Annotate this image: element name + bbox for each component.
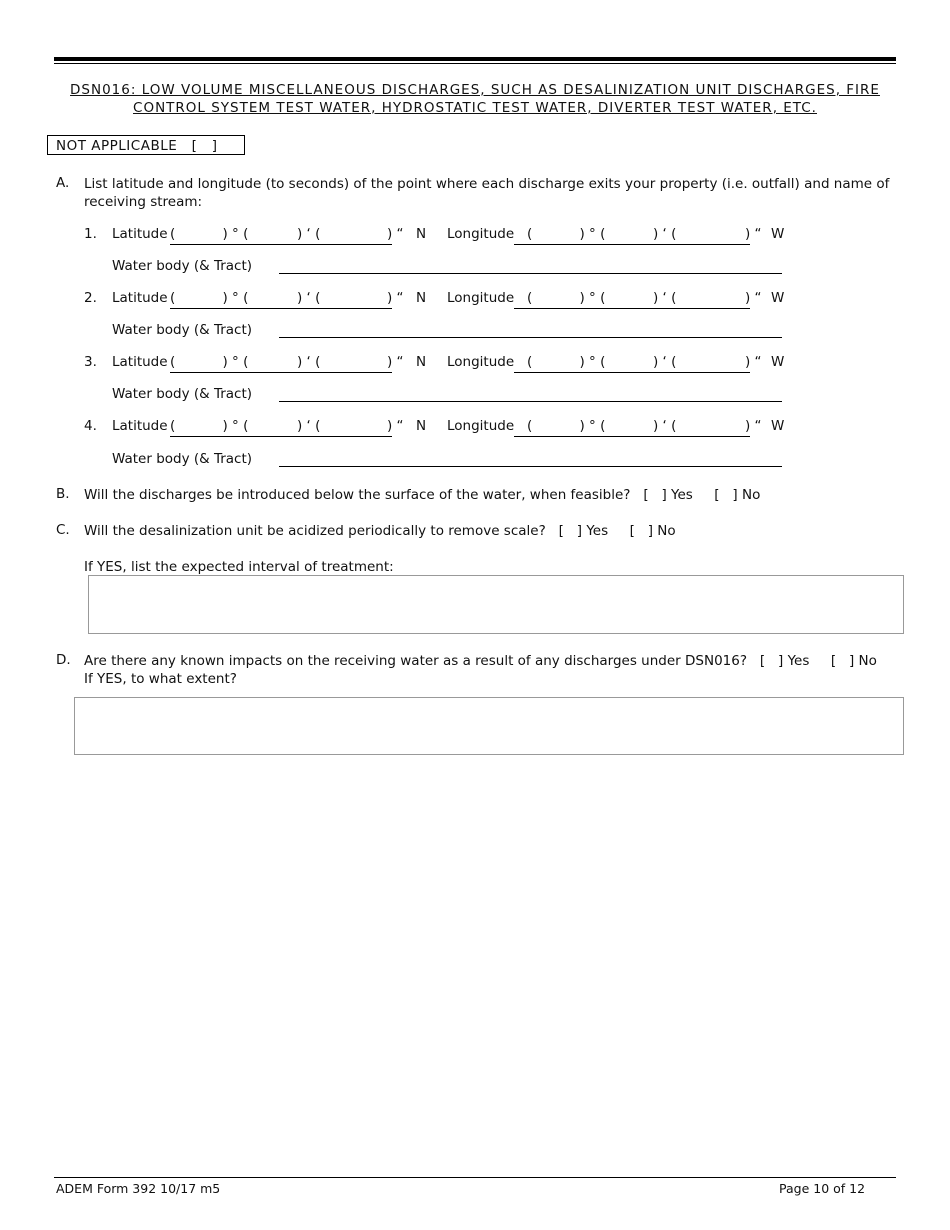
longitude-label: Longitude xyxy=(447,226,515,242)
not-applicable-label: NOT APPLICABLE [ ] xyxy=(56,138,218,154)
longitude-minutes-field[interactable]: ) ‘ ( xyxy=(653,354,677,370)
latitude-minutes-field[interactable]: ) ‘ ( xyxy=(297,290,321,306)
water-body-label: Water body (& Tract) xyxy=(112,386,253,402)
question-c-letter: C. xyxy=(56,522,70,538)
question-c-followup: If YES, list the expected interval of treatment: xyxy=(84,559,394,575)
header-rule-thin xyxy=(54,63,896,64)
question-a-text xyxy=(84,175,889,211)
latitude-minutes-field[interactable]: ) ‘ ( xyxy=(297,418,321,434)
entry-number: 2. xyxy=(84,290,97,306)
longitude-degrees-field[interactable]: ( ) ° ( xyxy=(527,290,606,306)
longitude-degrees-field[interactable]: ( ) ° ( xyxy=(527,226,606,242)
question-d-text-line2: If YES, to what extent? xyxy=(84,671,237,687)
west-label: W xyxy=(771,354,785,370)
latitude-underline xyxy=(170,308,392,309)
latitude-seconds-field[interactable]: ) “ xyxy=(387,418,404,434)
entry-number: 4. xyxy=(84,418,97,434)
longitude-underline xyxy=(514,308,750,309)
latitude-label: Latitude xyxy=(112,418,168,434)
longitude-underline xyxy=(514,372,750,373)
north-label: N xyxy=(416,354,427,370)
longitude-minutes-field[interactable]: ) ‘ ( xyxy=(653,226,677,242)
water-body-label: Water body (& Tract) xyxy=(112,258,253,274)
treatment-interval-textbox[interactable] xyxy=(88,575,904,634)
longitude-minutes-field[interactable]: ) ‘ ( xyxy=(653,418,677,434)
latitude-minutes-field[interactable]: ) ‘ ( xyxy=(297,354,321,370)
question-d-text-line1: Are there any known impacts on the receiving water as a result of any discharges under DSN016? [ ] Yes [ ] No xyxy=(84,653,877,669)
water-body-field[interactable] xyxy=(279,273,782,274)
latitude-seconds-field[interactable]: ) “ xyxy=(387,226,404,242)
latitude-underline xyxy=(170,436,392,437)
not-applicable-checkbox[interactable] xyxy=(47,135,245,155)
longitude-underline xyxy=(514,436,750,437)
footer-rule xyxy=(54,1177,896,1178)
longitude-seconds-field[interactable]: ) “ xyxy=(745,354,762,370)
longitude-seconds-field[interactable]: ) “ xyxy=(745,290,762,306)
longitude-label: Longitude xyxy=(447,418,515,434)
north-label: N xyxy=(416,226,427,242)
question-a-letter: A. xyxy=(56,175,70,191)
impact-extent-textbox[interactable] xyxy=(74,697,904,755)
latitude-seconds-field[interactable]: ) “ xyxy=(387,290,404,306)
latitude-underline xyxy=(170,372,392,373)
latitude-minutes-field[interactable]: ) ‘ ( xyxy=(297,226,321,242)
latitude-seconds-field[interactable]: ) “ xyxy=(387,354,404,370)
section-title-line2: CONTROL SYSTEM TEST WATER, HYDROSTATIC TEST WATER, DIVERTER TEST WATER, ETC. xyxy=(133,100,817,116)
latitude-degrees-field[interactable]: ( ) ° ( xyxy=(170,226,249,242)
longitude-degrees-field[interactable]: ( ) ° ( xyxy=(527,354,606,370)
west-label: W xyxy=(771,418,785,434)
footer-form-id: ADEM Form 392 10/17 m5 xyxy=(56,1181,221,1196)
longitude-seconds-field[interactable]: ) “ xyxy=(745,226,762,242)
latitude-underline xyxy=(170,244,392,245)
entry-number: 1. xyxy=(84,226,97,242)
footer-page-number: Page 10 of 12 xyxy=(779,1181,866,1196)
question-b-text[interactable]: Will the discharges be introduced below the surface of the water, when feasible? [ ] Yes [ ] No xyxy=(84,487,761,503)
question-d-text[interactable] xyxy=(84,652,877,688)
longitude-label: Longitude xyxy=(447,354,515,370)
longitude-seconds-field[interactable]: ) “ xyxy=(745,418,762,434)
latitude-degrees-field[interactable]: ( ) ° ( xyxy=(170,418,249,434)
latitude-label: Latitude xyxy=(112,354,168,370)
question-d-letter: D. xyxy=(56,652,71,668)
north-label: N xyxy=(416,290,427,306)
section-title xyxy=(54,81,896,117)
north-label: N xyxy=(416,418,427,434)
question-c-text[interactable]: Will the desalinization unit be acidized periodically to remove scale? [ ] Yes [ ] No xyxy=(84,523,676,539)
question-a-text-line2: receiving stream: xyxy=(84,194,203,210)
latitude-label: Latitude xyxy=(112,226,168,242)
water-body-field[interactable] xyxy=(279,466,782,467)
latitude-degrees-field[interactable]: ( ) ° ( xyxy=(170,290,249,306)
latitude-label: Latitude xyxy=(112,290,168,306)
entry-number: 3. xyxy=(84,354,97,370)
water-body-field[interactable] xyxy=(279,401,782,402)
longitude-underline xyxy=(514,244,750,245)
latitude-degrees-field[interactable]: ( ) ° ( xyxy=(170,354,249,370)
question-a-text-line1: List latitude and longitude (to seconds) of the point where each discharge exits your property (i.e. outfall) and name of xyxy=(84,176,890,192)
section-title-line1: DSN016: LOW VOLUME MISCELLANEOUS DISCHARGES, SUCH AS DESALINIZATION UNIT DISCHARGES, FIRE xyxy=(70,82,880,98)
longitude-degrees-field[interactable]: ( ) ° ( xyxy=(527,418,606,434)
longitude-minutes-field[interactable]: ) ‘ ( xyxy=(653,290,677,306)
longitude-label: Longitude xyxy=(447,290,515,306)
west-label: W xyxy=(771,226,785,242)
west-label: W xyxy=(771,290,785,306)
question-b-letter: B. xyxy=(56,486,70,502)
water-body-label: Water body (& Tract) xyxy=(112,322,253,338)
header-rule-thick xyxy=(54,57,896,61)
water-body-label: Water body (& Tract) xyxy=(112,451,253,467)
water-body-field[interactable] xyxy=(279,337,782,338)
